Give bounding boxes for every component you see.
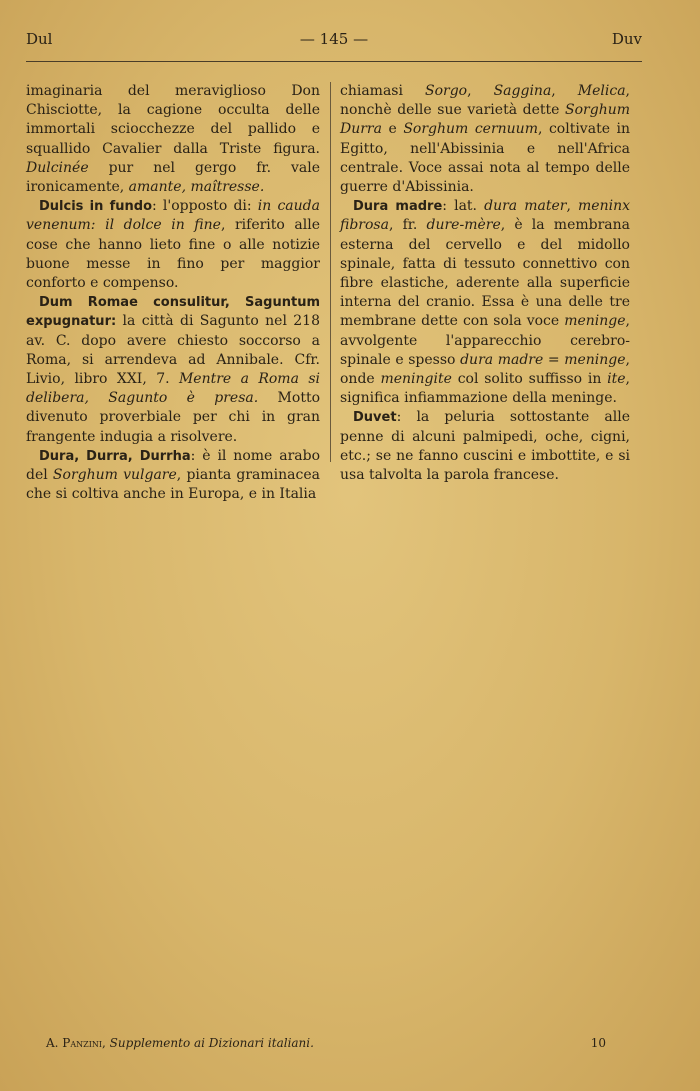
footer-signature-number: 10 xyxy=(590,1036,606,1050)
italic-text: dure-mère xyxy=(426,217,501,234)
italic-text: Mentre a Roma si delibera, Sagunto è presa. xyxy=(26,371,320,407)
text: , xyxy=(551,83,578,99)
text: , pianta graminacea che si coltiva anche in Europa, e in Italia xyxy=(26,467,320,503)
italic-text: Sorghum Durra xyxy=(340,102,630,138)
text: Motto divenuto proverbiale per chi in gran frangente indugia a risolvere. xyxy=(26,390,320,445)
running-header xyxy=(26,30,642,52)
italic-text: dura mater xyxy=(484,198,567,215)
text: la città di Sagunto nel 218 av. C. dopo avere chiesto soccorso a Roma, si arrendeva ad Annibale. Cfr. Livio, libro XXI, 7. xyxy=(26,313,320,388)
left-column xyxy=(26,82,320,504)
text: : è il nome arabo del xyxy=(26,447,320,484)
text: , riferito alle cose che hanno lieto fine o alle notizie buone messe in fino per maggior conforto e compenso. xyxy=(26,217,320,292)
text: , significa infiammazione della meninge. xyxy=(340,371,630,407)
column-divider xyxy=(330,82,331,462)
italic-text: meninx fibrosa xyxy=(340,198,630,234)
footer-book-title: Supplemento ai Dizionari italiani. xyxy=(109,1036,314,1050)
page-footer xyxy=(46,1036,606,1056)
text: pur nel gergo fr. vale ironicamente, xyxy=(26,159,320,196)
header-left-guide-word: Dul xyxy=(26,30,53,48)
footer-separator: , xyxy=(102,1036,110,1050)
italic-text: in cauda venenum: il dolce in fine xyxy=(26,198,320,234)
headword: Dura madre xyxy=(353,199,443,215)
header-page-number: — 145 — xyxy=(299,30,369,48)
entry-dura xyxy=(26,447,320,505)
text: , xyxy=(467,83,494,99)
italic-text: Sorgo xyxy=(425,83,468,99)
header-right-guide-word: Duv xyxy=(611,30,642,48)
italic-text: Sorghum vulgare xyxy=(52,467,177,484)
text: chiamasi xyxy=(340,83,425,99)
text: , è la membrana esterna del cervello e del midollo spinale, fatta di tessuto connettivo con fibre elastiche, aderente alla superficie interna del cranio. Essa è una delle tre membrane dette con sola voce xyxy=(340,217,630,330)
text: , xyxy=(566,198,579,215)
italic-text: ite xyxy=(607,371,626,388)
text: , nonchè delle sue varietà dette xyxy=(340,83,630,119)
text: , avvolgente l'apparecchio cerebro-spinale e spesso xyxy=(340,313,630,368)
italic-text: amante, maîtresse. xyxy=(128,179,265,196)
entry-duvet xyxy=(340,408,630,485)
text: col solito suffisso in xyxy=(451,371,608,388)
text: , coltivate in Egitto, nell'Abissinia e nell'Africa centrale. Voce assai nota al tempo delle guerre d'Abissinia. xyxy=(340,121,630,196)
italic-text: Sorghum cernuum xyxy=(403,121,538,138)
italic-text: Melica xyxy=(577,83,626,99)
text: e xyxy=(381,121,404,138)
italic-text: dura madre = meninge xyxy=(460,351,626,368)
entry-continuation xyxy=(26,82,320,197)
entry-dulcis-in-fundo xyxy=(26,197,320,293)
text: imaginaria del meraviglioso Don Chisciotte, la cagione occulta delle immortali sciocchezze del pallido e squallido Cavalier dalla Triste figura. xyxy=(26,83,320,157)
entry-dum-romae xyxy=(26,293,320,447)
headword: Dulcis in fundo xyxy=(39,199,153,215)
italic-text: meningite xyxy=(380,371,452,388)
text: : lat. xyxy=(442,198,485,215)
entry-dura-madre xyxy=(340,197,630,408)
footer-author: A. Panzini xyxy=(46,1036,103,1050)
headword: Dura, Durra, Durrha xyxy=(39,448,191,464)
text: , onde xyxy=(340,351,630,388)
italic-text: Saggina xyxy=(493,83,552,99)
text: : l'opposto di: xyxy=(152,198,258,215)
right-column xyxy=(340,82,630,485)
text: , fr. xyxy=(388,217,427,234)
italic-text: meninge xyxy=(564,313,626,330)
entry-continuation xyxy=(340,82,630,197)
headword: Duvet xyxy=(353,410,397,426)
text: : la peluria sottostante alle penne di alcuni palmipedi, oche, cigni, etc.; se ne fanno cuscini e imbottite, e si usa talvolta la parola francese. xyxy=(340,409,630,484)
italic-text: Dulcinée xyxy=(26,159,89,176)
headword: Dum Romae consulitur, Saguntum expugnatur: xyxy=(26,295,320,330)
header-rule xyxy=(26,61,642,62)
